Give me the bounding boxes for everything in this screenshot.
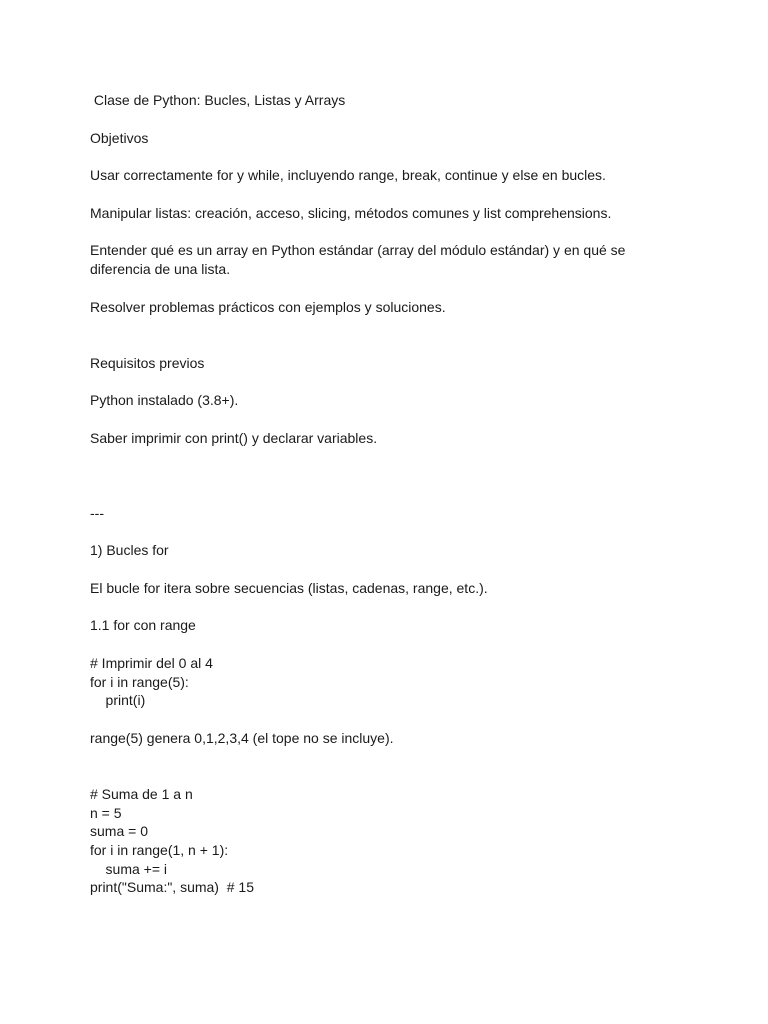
requirement-item: Python instalado (3.8+). [90,392,239,408]
section-intro: El bucle for itera sobre secuencias (listas, cadenas, range, etc.). [90,580,488,596]
section-heading: 1) Bucles for [90,542,169,558]
code-line: # Suma de 1 a n [90,786,193,802]
objectives-heading: Objetivos [90,130,149,146]
code-line: for i in range(5): [90,674,189,690]
objective-item: Manipular listas: creación, acceso, slicing, métodos comunes y list comprehensions. [90,205,612,221]
code-line: n = 5 [90,805,122,821]
requirement-item: Saber imprimir con print() y declarar variables. [90,430,378,446]
document-title: Clase de Python: Bucles, Listas y Arrays [90,92,346,108]
separator: --- [90,505,104,521]
code-line: for i in range(1, n + 1): [90,842,229,858]
objective-item: Entender qué es un array en Python estándar (array del módulo estándar) y en qué se diferencia de una lista. [90,242,626,277]
code-line: suma = 0 [90,823,148,839]
subsection-heading: 1.1 for con range [90,617,196,633]
code-line: print(i) [90,692,146,708]
requirements-heading: Requisitos previos [90,355,205,371]
range-note: range(5) genera 0,1,2,3,4 (el tope no se incluye). [90,730,394,746]
code-line: suma += i [90,861,168,877]
objective-item: Usar correctamente for y while, incluyendo range, break, continue y else en bucles. [90,167,606,183]
code-line: print("Suma:", suma) # 15 [90,879,255,895]
code-line: # Imprimir del 0 al 4 [90,655,213,671]
objective-item: Resolver problemas prácticos con ejemplos y soluciones. [90,299,446,315]
